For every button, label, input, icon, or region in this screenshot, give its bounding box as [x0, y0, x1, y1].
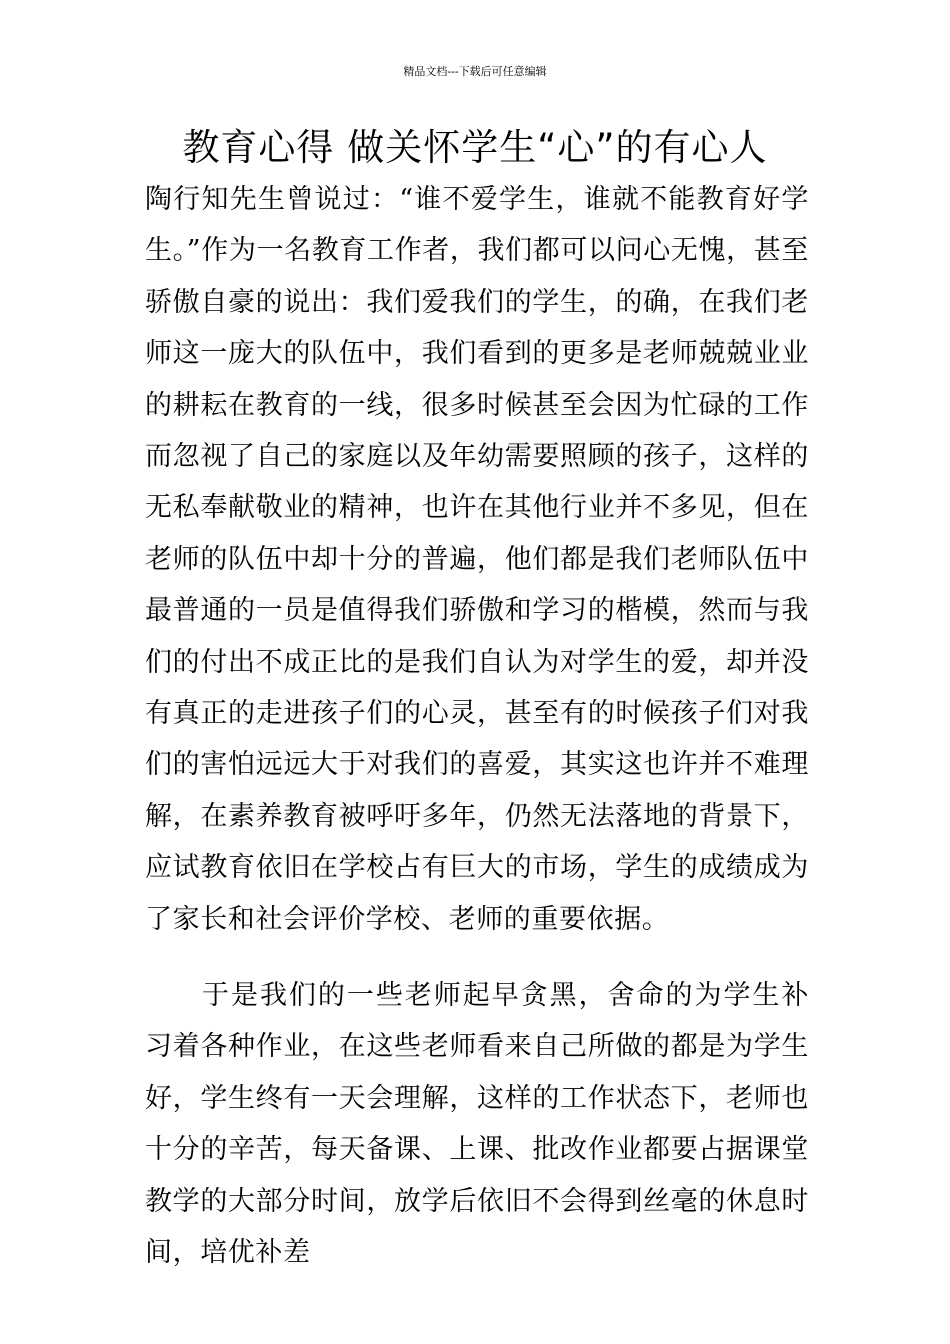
- document-title: 教育心得 做关怀学生“心”的有心人: [182, 126, 768, 169]
- body-paragraph-1: 陶行知先生曾说过：“谁不爱学生，谁就不能教育好学生。”作为一名教育工作者，我们都可以问心无愧，甚至骄傲自豪的说出：我们爱我们的学生，的确，在我们老师这一庞大的队伍中，我们看到的更多是老师兢兢业业的耕耘在教育的一线，很多时候甚至会因为忙碌的工作而忽视了自己的家庭以及年幼需要照顾的孩子，这样的无私奉献敬业的精神，也许在其他行业并不多见，但在老师的队伍中却十分的普遍，他们都是我们老师队伍中最普通的一员是值得我们骄傲和学习的楷模，然而与我们的付出不成正比的是我们自认为对学生的爱，却并没有真正的走进孩子们的心灵，甚至有的时候孩子们对我们的害怕远远大于对我们的喜爱，其实这也许并不难理解，在素养教育被呼吁多年，仍然无法落地的背景下，应试教育依旧在学校占有巨大的市场，学生的成绩成为了家长和社会评价学校、老师的重要依据。: [145, 184, 809, 935]
- page-header-note: 精品文档---下载后可任意编辑: [403, 65, 547, 78]
- body-paragraph-2: 于是我们的一些老师起早贪黑，舍命的为学生补习着各种作业，在这些老师看来自己所做的都是为学生好，学生终有一天会理解，这样的工作状态下，老师也十分的辛苦，每天备课、上课、批改作业都要占据课堂教学的大部分时间，放学后依旧不会得到丝毫的休息时间，培优补差: [145, 980, 809, 1269]
